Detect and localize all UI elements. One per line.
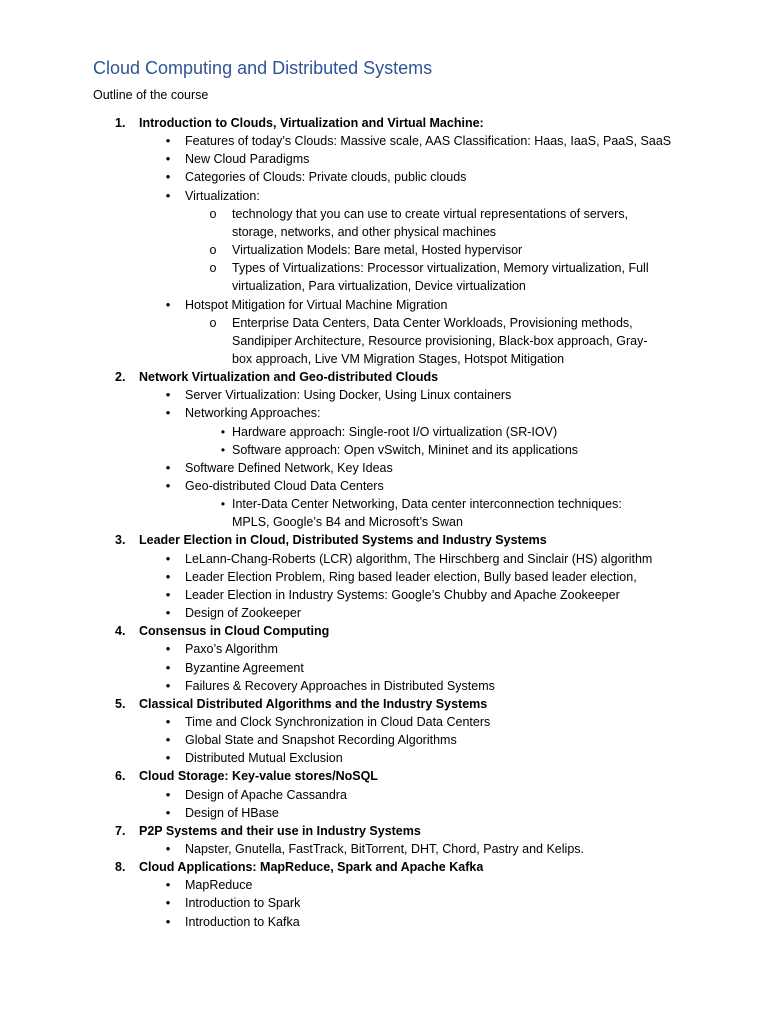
bullet-marker: • bbox=[165, 586, 171, 602]
section-number: 5. bbox=[115, 696, 126, 711]
bullet-marker: • bbox=[165, 895, 171, 911]
bullet-marker: • bbox=[165, 133, 171, 149]
section-title: Cloud Applications: MapReduce, Spark and Apache Kafka bbox=[139, 860, 484, 875]
list-item-text: LeLann-Chang-Roberts (LCR) algorithm, The Hirschberg and Sinclair (HS) algorithm bbox=[185, 551, 653, 566]
section-title: Network Virtualization and Geo-distributed Clouds bbox=[139, 370, 439, 385]
sub-bullet-marker: o bbox=[209, 315, 217, 330]
list-item-text: Time and Clock Synchronization in Cloud Data Centers bbox=[185, 714, 491, 729]
list-item-text: New Cloud Paradigms bbox=[185, 152, 310, 167]
bullet-marker: • bbox=[165, 913, 171, 929]
bullet-marker: • bbox=[165, 786, 171, 802]
bullet-marker: • bbox=[165, 387, 171, 403]
list-item-text: Introduction to Kafka bbox=[185, 914, 300, 929]
list-item-text: Features of today’s Clouds: Massive scale, AAS Classification: Haas, IaaS, PaaS, SaaS bbox=[185, 134, 672, 149]
list-item-text: Byzantine Agreement bbox=[185, 660, 304, 675]
bullet-marker: • bbox=[165, 568, 171, 584]
bullet-marker: • bbox=[165, 296, 171, 312]
section-title: Classical Distributed Algorithms and the Industry Systems bbox=[139, 696, 488, 711]
list-item-text: MapReduce bbox=[185, 878, 253, 893]
list-item-text: Networking Approaches: bbox=[185, 406, 321, 421]
list-item-text: Napster, Gnutella, FastTrack, BitTorrent, DHT, Chord, Pastry and Kelips. bbox=[185, 842, 584, 856]
bullet-marker: • bbox=[165, 659, 171, 675]
section-number: 2. bbox=[115, 370, 126, 385]
bullet-marker: • bbox=[165, 804, 171, 820]
bullet-marker: • bbox=[165, 405, 171, 421]
bullet-marker: • bbox=[165, 750, 171, 766]
sub-list-item-text: Virtualization Models: Bare metal, Hosted hypervisor bbox=[232, 243, 523, 258]
list-item-text: Introduction to Spark bbox=[185, 896, 301, 911]
nested-list-item-text: Software approach: Open vSwitch, Mininet and its applications bbox=[232, 442, 579, 457]
bullet-marker: • bbox=[165, 677, 171, 693]
sub-list-item-text: Sandipiper Architecture, Resource provisioning, Black-box approach, Gray- bbox=[232, 333, 648, 348]
sub-list-item-text: box approach, Live VM Migration Stages, Hotspot Mitigation bbox=[232, 351, 565, 366]
list-item-text: Server Virtualization: Using Docker, Using Linux containers bbox=[185, 388, 512, 403]
list-item-text: Design of Zookeeper bbox=[185, 606, 302, 621]
sub-list-item-text: technology that you can use to create virtual representations of servers, bbox=[232, 206, 629, 221]
section-title: Cloud Storage: Key-value stores/NoSQL bbox=[139, 769, 378, 784]
bullet-marker: • bbox=[165, 151, 171, 167]
section-title: P2P Systems and their use in Industry Systems bbox=[139, 823, 421, 838]
nested-list-item-text: Hardware approach: Single-root I/O virtualization (SR-IOV) bbox=[232, 424, 558, 439]
list-item-text: Paxo’s Algorithm bbox=[185, 642, 278, 657]
bullet-marker: • bbox=[165, 478, 171, 493]
sub-list-item-text: Types of Virtualizations: Processor virtualization, Memory virtualization, Full bbox=[232, 261, 649, 276]
sub-bullet-marker: o bbox=[209, 261, 217, 276]
bullet-marker: • bbox=[165, 550, 171, 566]
sub-list-item-text: virtualization, Para virtualization, Device virtualization bbox=[232, 279, 526, 294]
document-subtitle: Outline of the course bbox=[93, 88, 209, 102]
section-number: 3. bbox=[115, 533, 126, 548]
small-bullet-marker: • bbox=[220, 497, 226, 512]
list-item-text: Global State and Snapshot Recording Algorithms bbox=[185, 733, 457, 748]
sub-list-item-text: Enterprise Data Centers, Data Center Workloads, Provisioning methods, bbox=[232, 315, 633, 330]
section-number: 1. bbox=[115, 116, 126, 130]
list-item-text: Leader Election in Industry Systems: Google’s Chubby and Apache Zookeeper bbox=[185, 587, 620, 602]
section-title: Introduction to Clouds, Virtualization and Virtual Machine: bbox=[139, 116, 484, 130]
section-number: 7. bbox=[115, 823, 126, 838]
bullet-marker: • bbox=[165, 641, 171, 657]
bullet-marker: • bbox=[165, 169, 171, 185]
list-item-text: Software Defined Network, Key Ideas bbox=[185, 460, 393, 475]
small-bullet-marker: • bbox=[220, 424, 226, 439]
sub-list-item-text: storage, networks, and other physical machines bbox=[232, 224, 497, 239]
sub-bullet-marker: o bbox=[209, 206, 217, 221]
nested-list-item-text: Inter-Data Center Networking, Data center interconnection techniques: bbox=[232, 497, 622, 512]
nested-list-item-text: MPLS, Google’s B4 and Microsoft’s Swan bbox=[232, 515, 463, 530]
section-number: 4. bbox=[115, 624, 126, 639]
list-item-text: Hotspot Mitigation for Virtual Machine Migration bbox=[185, 297, 448, 312]
list-item-text: Failures & Recovery Approaches in Distributed Systems bbox=[185, 678, 495, 693]
sub-bullet-marker: o bbox=[209, 243, 217, 258]
bullet-marker: • bbox=[165, 187, 171, 203]
section-title: Leader Election in Cloud, Distributed Systems and Industry Systems bbox=[139, 533, 547, 548]
bullet-marker: • bbox=[165, 732, 171, 748]
list-item-text: Distributed Mutual Exclusion bbox=[185, 751, 343, 766]
list-item-text: Virtualization: bbox=[185, 188, 260, 203]
section-number: 8. bbox=[115, 860, 126, 875]
small-bullet-marker: • bbox=[220, 442, 226, 457]
list-item-text: Design of HBase bbox=[185, 805, 279, 820]
list-item-text: Geo-distributed Cloud Data Centers bbox=[185, 479, 384, 493]
list-item-text: Categories of Clouds: Private clouds, public clouds bbox=[185, 170, 467, 185]
bullet-marker: • bbox=[165, 713, 171, 729]
section-title: Consensus in Cloud Computing bbox=[139, 624, 330, 639]
document-title: Cloud Computing and Distributed Systems bbox=[93, 58, 433, 78]
bullet-marker: • bbox=[165, 605, 171, 621]
bullet-marker: • bbox=[165, 459, 171, 475]
bullet-marker: • bbox=[165, 841, 171, 856]
bullet-marker: • bbox=[165, 877, 171, 893]
list-item-text: Leader Election Problem, Ring based leader election, Bully based leader election, bbox=[185, 569, 637, 584]
list-item-text: Design of Apache Cassandra bbox=[185, 787, 347, 802]
section-number: 6. bbox=[115, 769, 126, 784]
